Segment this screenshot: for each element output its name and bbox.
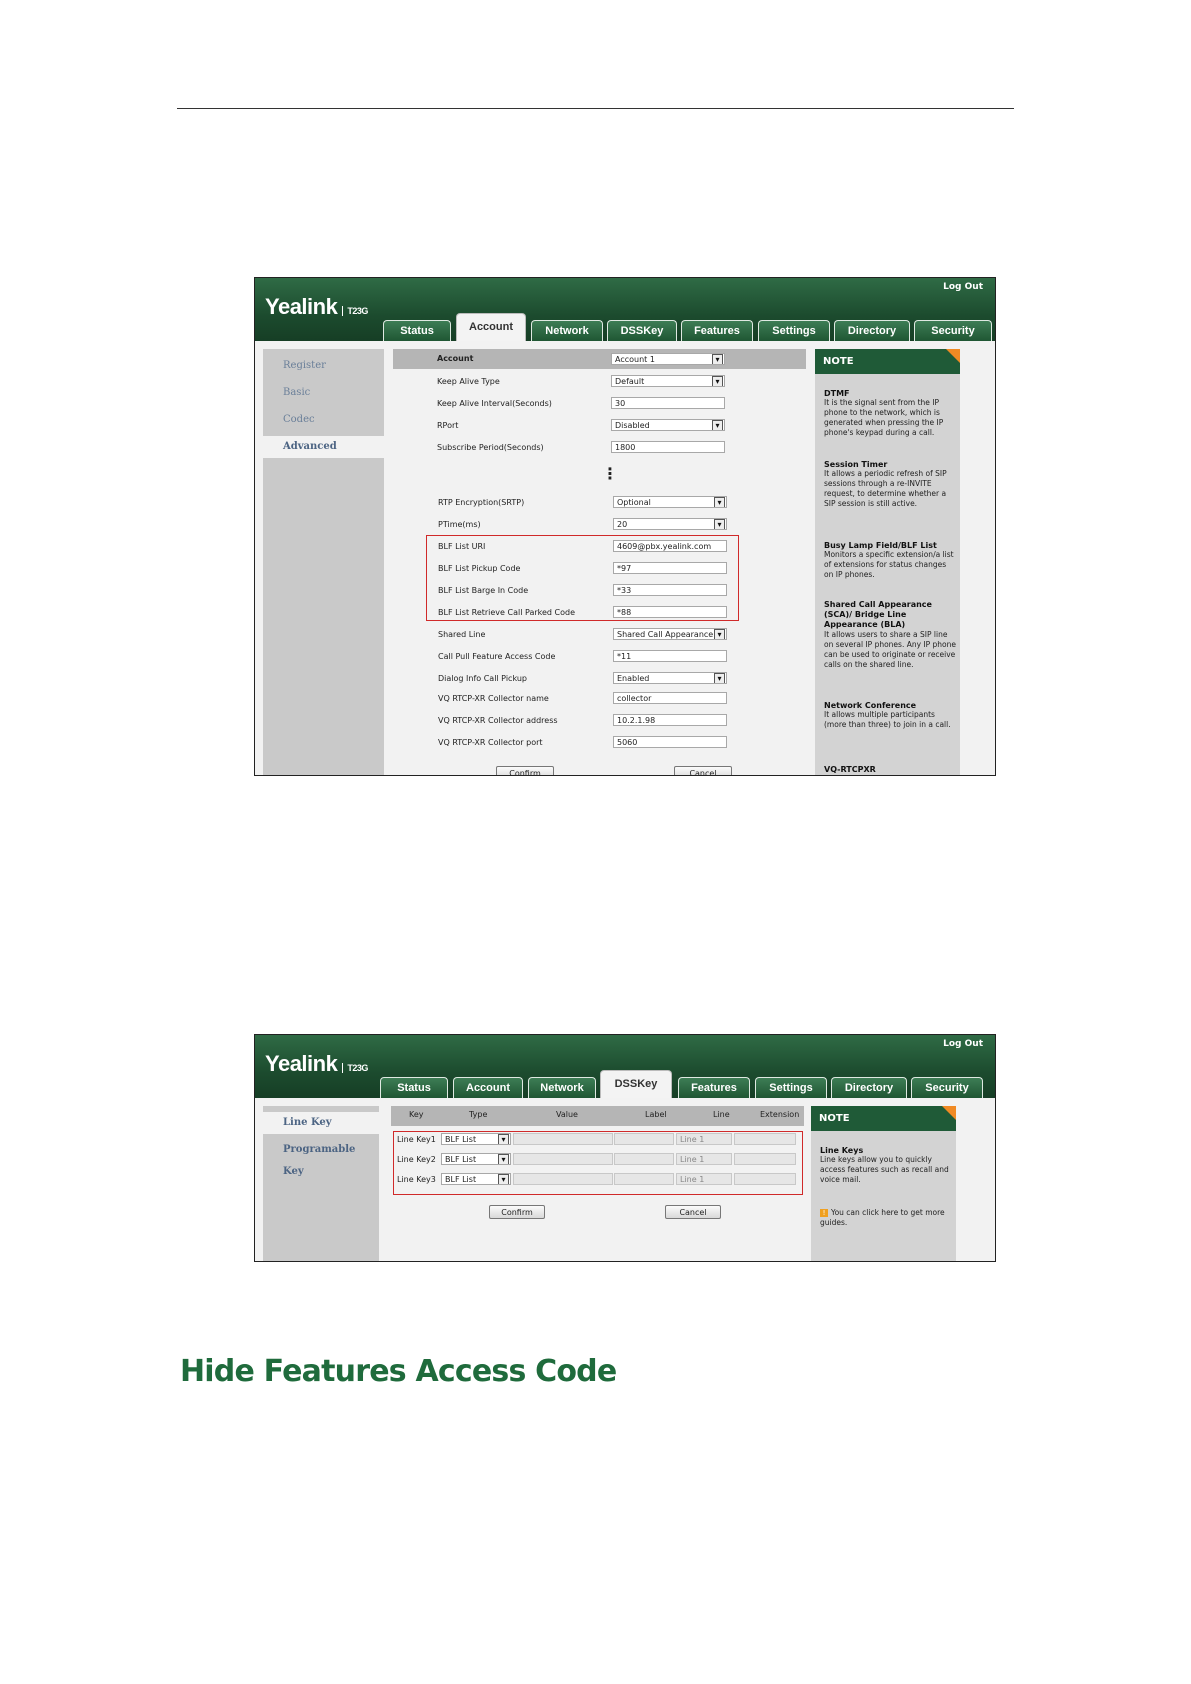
note-header: NOTE — [815, 349, 960, 374]
tab-settings[interactable]: Settings — [755, 1077, 827, 1098]
tab-account[interactable]: Account — [453, 1077, 523, 1098]
note-text: It allows multiple participants (more than three) to join in a call. — [824, 710, 951, 729]
tab-dsskey[interactable]: DSSKey — [600, 1070, 672, 1099]
keep-alive-type-select[interactable]: Default ▾ — [611, 375, 725, 387]
account-form — [393, 349, 806, 775]
column-value: Value — [556, 1110, 578, 1119]
line-key2-label[interactable] — [614, 1153, 674, 1165]
tab-security[interactable]: Security — [914, 320, 992, 341]
tab-settings[interactable]: Settings — [758, 320, 830, 341]
note-text: It is the signal sent from the IP phone to the network, which is generated when pressing the IP phone's keypad during a call. — [824, 398, 944, 437]
field-label: Keep Alive Type — [437, 377, 500, 386]
field-label: VQ RTCP-XR Collector address — [438, 716, 558, 725]
linekey-form — [391, 1106, 804, 1261]
note-title: VQ-RTCPXR — [824, 765, 876, 774]
line-key-label: Line Key1 — [397, 1135, 436, 1144]
sidebar-item-programable-key[interactable]: Programable Key — [283, 1144, 356, 1177]
tab-account[interactable]: Account — [456, 313, 526, 342]
page-body — [255, 1098, 995, 1261]
blf-retrieve-parked-code-input[interactable]: *88 — [613, 606, 727, 618]
tab-features[interactable]: Features — [681, 320, 753, 341]
tip-icon: ! — [820, 1209, 828, 1217]
line-key1-line-select[interactable]: Line 1 — [676, 1133, 732, 1145]
line-key3-extension[interactable] — [734, 1173, 796, 1185]
sidebar-item-line-key[interactable]: Line Key — [263, 1112, 379, 1134]
note-title: Session Timer — [824, 460, 888, 469]
line-key3-type-select[interactable]: BLF List ▾ — [441, 1173, 511, 1185]
note-corner-icon — [942, 1106, 956, 1120]
blf-pickup-code-input[interactable]: *97 — [613, 562, 727, 574]
line-key2-line-select[interactable]: Line 1 — [676, 1153, 732, 1165]
logout-link[interactable]: Log Out — [943, 282, 983, 292]
web-ui-header — [255, 1035, 995, 1098]
line-key-label: Line Key3 — [397, 1175, 436, 1184]
model-label: T23G — [342, 306, 368, 316]
cancel-button[interactable]: Cancel — [674, 766, 732, 776]
sidebar-item-basic[interactable]: Basic — [283, 387, 311, 398]
tab-network[interactable]: Network — [528, 1077, 596, 1098]
field-label: Keep Alive Interval(Seconds) — [437, 399, 552, 408]
field-label: BLF List Retrieve Call Parked Code — [438, 608, 576, 617]
field-label: Subscribe Period(Seconds) — [437, 443, 544, 452]
screenshot-dsskey-linekey — [254, 1034, 996, 1262]
field-label: PTime(ms) — [438, 520, 481, 529]
confirm-button[interactable]: Confirm — [489, 1205, 545, 1219]
line-key3-value[interactable] — [513, 1173, 613, 1185]
note-text: It allows users to share a SIP line on several IP phones. Any IP phone can be used to originate or receive calls on the shared line. — [824, 630, 957, 669]
tab-features[interactable]: Features — [678, 1077, 750, 1098]
field-label: Call Pull Feature Access Code — [438, 652, 556, 661]
vq-collector-name-input[interactable]: collector — [613, 692, 727, 704]
sidebar-item-codec[interactable]: Codec — [283, 414, 315, 425]
vq-collector-address-input[interactable]: 10.2.1.98 — [613, 714, 727, 726]
account-select[interactable]: Account 1 ▾ — [611, 353, 725, 365]
tab-status[interactable]: Status — [383, 320, 451, 341]
line-key3-line-select[interactable]: Line 1 — [676, 1173, 732, 1185]
shared-line-select[interactable]: Shared Call Appearance ▾ — [613, 628, 727, 640]
sidebar — [263, 349, 384, 775]
sidebar-item-register[interactable]: Register — [283, 360, 326, 371]
column-extension: Extension — [760, 1110, 800, 1119]
dialog-info-pickup-select[interactable]: Enabled ▾ — [613, 672, 727, 684]
tab-dsskey[interactable]: DSSKey — [607, 320, 677, 341]
omitted-rows-ellipsis: ⋮ — [602, 464, 618, 483]
line-key1-label[interactable] — [614, 1133, 674, 1145]
note-title: Shared Call Appearance (SCA)/ Bridge Line Appearance (BLA) — [824, 600, 932, 629]
screenshot-account-advanced — [254, 277, 996, 776]
field-label: BLF List Pickup Code — [438, 564, 521, 573]
logout-link[interactable]: Log Out — [943, 1039, 983, 1049]
line-key1-value[interactable] — [513, 1133, 613, 1145]
note-title: Line Keys — [820, 1146, 864, 1155]
srtp-select[interactable]: Optional ▾ — [613, 496, 727, 508]
note-text: Line keys allow you to quickly access features such as recall and voice mail. — [820, 1155, 949, 1184]
tab-directory[interactable]: Directory — [834, 320, 910, 341]
vq-collector-port-input[interactable]: 5060 — [613, 736, 727, 748]
line-key3-label[interactable] — [614, 1173, 674, 1185]
tab-directory[interactable]: Directory — [831, 1077, 907, 1098]
note-title: Network Conference — [824, 701, 917, 710]
line-key2-type-select[interactable]: BLF List ▾ — [441, 1153, 511, 1165]
note-panel — [811, 1106, 956, 1261]
account-label: Account — [437, 354, 474, 363]
field-label: Dialog Info Call Pickup — [438, 674, 527, 683]
line-key1-type-select[interactable]: BLF List ▾ — [441, 1133, 511, 1145]
yealink-logo: Yealink T23G — [265, 1051, 368, 1076]
line-key1-extension[interactable] — [734, 1133, 796, 1145]
note-header: NOTE — [811, 1106, 956, 1131]
yealink-logo: Yealink T23G — [265, 294, 368, 319]
web-ui-header — [255, 278, 995, 341]
blf-list-uri-input[interactable]: 4609@pbx.yealink.com — [613, 540, 727, 552]
note-text: It allows a periodic refresh of SIP sessions through a re-INVITE request, to determine whether a SIP session is still active. — [824, 469, 947, 508]
field-label: RTP Encryption(SRTP) — [438, 498, 525, 507]
column-key: Key — [409, 1110, 424, 1119]
model-label: T23G — [342, 1063, 368, 1073]
column-label: Label — [645, 1110, 667, 1119]
guides-tip-text: You can click here to get more guides. — [820, 1208, 945, 1227]
column-type: Type — [469, 1110, 488, 1119]
page-body — [255, 341, 995, 775]
sidebar-item-advanced[interactable]: Advanced — [263, 436, 384, 458]
header-rule — [177, 108, 1014, 109]
section-heading: Hide Features Access Code — [180, 1354, 617, 1389]
tab-network[interactable]: Network — [531, 320, 603, 341]
linekey-column-header — [391, 1106, 804, 1126]
tab-security[interactable]: Security — [911, 1077, 983, 1098]
note-corner-icon — [946, 349, 960, 363]
field-label: Shared Line — [438, 630, 486, 639]
field-label: BLF List URI — [438, 542, 486, 551]
call-pull-code-input[interactable]: *11 — [613, 650, 727, 662]
rport-select[interactable]: Disabled ▾ — [611, 419, 725, 431]
account-selector-row — [393, 349, 806, 369]
note-title: Busy Lamp Field/BLF List — [824, 541, 937, 550]
line-key2-value[interactable] — [513, 1153, 613, 1165]
note-text: Monitors a specific extension/a list of extensions for status changes on IP phones. — [824, 550, 954, 579]
line-key2-extension[interactable] — [734, 1153, 796, 1165]
subscribe-period-input[interactable]: 1800 — [611, 441, 725, 453]
keep-alive-interval-input[interactable]: 30 — [611, 397, 725, 409]
tab-status[interactable]: Status — [380, 1077, 448, 1098]
blf-barge-in-code-input[interactable]: *33 — [613, 584, 727, 596]
column-line: Line — [713, 1110, 730, 1119]
guides-tip[interactable] — [820, 1208, 952, 1228]
note-panel — [815, 349, 960, 775]
field-label: BLF List Barge In Code — [438, 586, 529, 595]
line-key-label: Line Key2 — [397, 1155, 436, 1164]
note-title: DTMF — [824, 389, 850, 398]
ptime-select[interactable]: 20 ▾ — [613, 518, 727, 530]
confirm-button[interactable]: Confirm — [496, 766, 554, 776]
field-label: VQ RTCP-XR Collector port — [438, 738, 543, 747]
cancel-button[interactable]: Cancel — [665, 1205, 721, 1219]
field-label: VQ RTCP-XR Collector name — [438, 694, 549, 703]
field-label: RPort — [437, 421, 459, 430]
sidebar — [263, 1106, 379, 1261]
